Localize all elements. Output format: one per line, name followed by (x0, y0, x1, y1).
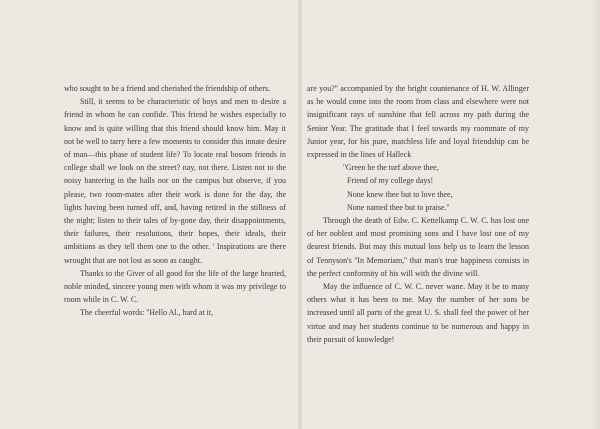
left-paragraph-2: Still, it seems to be characteristic of boys and men to desire a friend in whom he can confide. This friend he wishes especially to know and is quite willing that this friend should know him. May it not be well to tarry here a few moments to consider this innate desire of man—this phase of student life? To locate real bosom friends in college shall we look on the street? nay, not there. Listen not to the noisy bantering in the halls nor on the campus but observe, if you please, two room-mates after their work is done for the day, the lights having been turned off, and, having retired in the stillness of the night; listen to their tales of by-gone day, their disappointments, their failures, their resolutions, their hopes, their ideals, their ambitions as they tell them one to the other. ' Inspirations are there wrought that are not lost as soon as caught. (64, 97, 286, 265)
right-page-text (307, 82, 529, 346)
left-paragraph-3: Thanks to the Giver of all good for the life of the large hearted, noble minded, sincere young men with whom it was my privilege to room while in C. W. C. (64, 268, 286, 305)
page-edge (592, 0, 600, 429)
poem-quote (307, 161, 529, 214)
left-paragraph-4: The cheerful words: ''Hello Al., hard at it, (80, 308, 214, 318)
right-paragraph-1: are you?'' accompanied by the bright countenance of H. W. Allinger as he would come into the room from class and elsewhere were not insignificant rays of sunshine that fell across my path during the Senior Year. The gratitude that I feel towards my roommate of my Junior year, for his pure, matchless life and loyal friendship can be expressed in the lines of Halleck (307, 84, 529, 160)
poem-line-3: None knew thee but to love thee, (347, 189, 453, 199)
book-spine (298, 0, 302, 429)
poem-line-2: Friend of my college days! (347, 176, 434, 186)
right-paragraph-2: Through the death of Edw. C. Kettelkamp C. W. C. has lost one of her noblest and most promising sons and I have lost one of my dearest friends. But may this mutual loss help us to learn the lesson of Tennyson's ''In Memoriam,'' that man's true happiness consists in the perfect conformity of his will with the divine will. (307, 216, 529, 278)
left-page-text (64, 82, 286, 320)
right-paragraph-3: May the influence of C. W. C. never wane. May it be to many others what it has been to me. May the number of her sons be increased until all parts of the great U. S. shall feel the power of her virtue and may her students continue to be numerous and happy in their pursuit of knowledge! (307, 282, 529, 344)
poem-line-1: ''Green be the turf above thee, (343, 163, 439, 173)
left-paragraph-1: who sought to be a friend and cherished the friendship of others. (64, 84, 271, 93)
poem-line-4: None named thee but to praise.'' (347, 202, 450, 212)
